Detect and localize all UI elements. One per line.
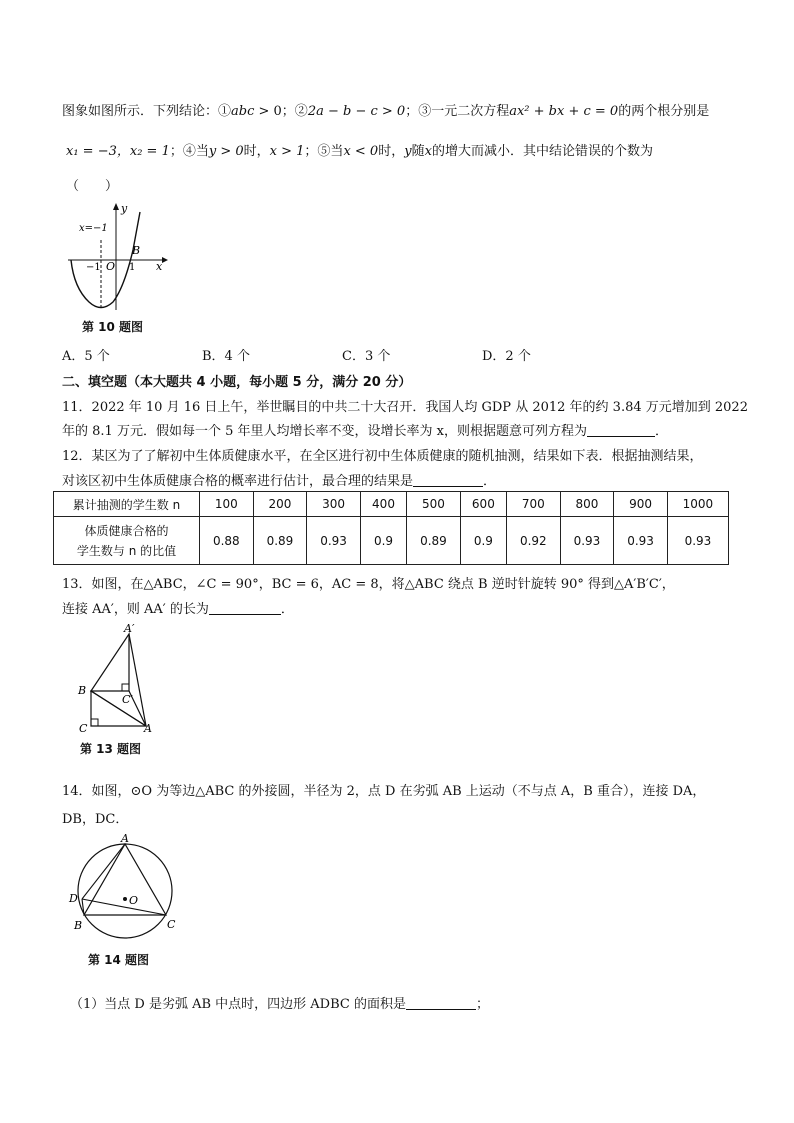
q10-expr: ax² + bx + c = 0 — [509, 104, 619, 119]
q13-line2 — [62, 598, 294, 617]
ratio-header-line2: 学生数与 n 的比值 — [76, 543, 177, 558]
row-header-ratio — [54, 517, 200, 565]
section-title: 二、填空题（本大题共 4 小题，每小题 5 分，满分 20 分） — [62, 375, 412, 390]
q13-figure — [72, 622, 168, 740]
q10-answer-paren — [66, 175, 118, 194]
q10-expr: y — [404, 144, 412, 159]
n-cell: 1000 — [667, 492, 728, 517]
label-b: B — [74, 919, 83, 932]
right-angle-c1 — [122, 684, 129, 691]
label-c: C — [167, 918, 176, 931]
n-cell: 100 — [200, 492, 254, 517]
q10-text: 的增大而减小．其中结论错误的个数为 — [431, 144, 653, 159]
option-a[interactable]: A．5 个 — [62, 349, 110, 364]
n-cell: 700 — [507, 492, 561, 517]
q13-text: 连接 AA′，则 AA′ 的长为 — [62, 602, 209, 617]
q14-sub1 — [70, 993, 489, 1012]
segment-da — [82, 844, 125, 899]
q10-expr: x — [424, 144, 432, 159]
q10-expr: abc — [231, 104, 255, 119]
option-d[interactable]: D．2 个 — [482, 349, 531, 364]
q13-answer-blank[interactable] — [209, 600, 281, 615]
q13-end: ． — [280, 602, 294, 617]
n-cell: 800 — [560, 492, 614, 517]
ratio-cell: 0.9 — [360, 517, 406, 565]
ratio-cell: 0.9 — [460, 517, 506, 565]
q12-end: ． — [483, 474, 497, 489]
q12-text: 对该区初中生体质健康合格的概率进行估计，最合理的结果是 — [62, 474, 414, 489]
q10-figure — [62, 198, 172, 316]
label-a: A — [121, 832, 129, 845]
q11-text: 年的 8.1 万元．假如每一个 5 年里人均增长率不变，设增长率为 x，则根据题意可列方程为 — [62, 424, 587, 439]
n-cell: 200 — [253, 492, 307, 517]
q14-sub1-text: （1）当点 D 是劣弧 AB 中点时，四边形 ADBC 的面积是 — [70, 997, 406, 1012]
q10-text: 图象如图所示．下列结论：① — [62, 104, 232, 119]
q10-text: 时， — [378, 144, 405, 159]
label-a1: A′ — [124, 622, 135, 635]
q13-caption: 第 13 题图 — [80, 742, 142, 756]
center-dot — [123, 897, 127, 901]
row-header-n: 累计抽测的学生数 n — [54, 492, 200, 517]
segment-aa1 — [129, 634, 146, 726]
label-c: C — [79, 722, 88, 735]
q10-caption: 第 10 题图 — [82, 320, 144, 334]
q10-text: 随 — [411, 144, 425, 159]
option-b[interactable]: B．4 个 — [202, 349, 250, 364]
q10-text: > 0；② — [254, 104, 308, 119]
ratio-cell: 0.93 — [667, 517, 728, 565]
q12-line1: 12．某区为了了解初中生体质健康水平，在全区进行初中生体质健康的随机抽测，结果如下表．根据抽测结果， — [62, 449, 703, 464]
q10-text: 时， — [243, 144, 270, 159]
ratio-cell: 0.92 — [507, 517, 561, 565]
q10-expr: y > 0 — [208, 144, 244, 159]
q14-sub1-end: ； — [475, 997, 489, 1012]
q14-figure — [64, 832, 184, 944]
q10-expr: 2a − b − c > 0 — [307, 104, 406, 119]
q11-end: ． — [654, 424, 668, 439]
ratio-cell: 0.88 — [200, 517, 254, 565]
circle-o — [78, 844, 172, 938]
q10-expr: x > 1 — [269, 144, 305, 159]
triangle-abc — [84, 844, 166, 915]
right-angle-c — [91, 719, 98, 726]
symmetry-label: x=−1 — [79, 223, 108, 234]
q14-line2: DB，DC． — [62, 812, 129, 827]
n-cell: 400 — [360, 492, 406, 517]
ratio-cell: 0.89 — [253, 517, 307, 565]
n-cell: 900 — [614, 492, 668, 517]
triangle-a1bc1 — [91, 634, 129, 691]
label-o: O — [129, 894, 139, 907]
q10-stem-line1 — [62, 100, 709, 119]
ratio-cell: 0.93 — [307, 517, 361, 565]
n-cell: 300 — [307, 492, 361, 517]
n-cell: 500 — [407, 492, 461, 517]
ratio-cell: 0.93 — [560, 517, 614, 565]
x-label: x — [156, 260, 163, 273]
segment-dc — [82, 899, 166, 915]
q10-expr: x < 0 — [343, 144, 379, 159]
point-b-label: B — [132, 244, 141, 257]
y-axis-arrow — [113, 203, 119, 210]
label-a: A — [144, 722, 152, 735]
q11-line1: 11．2022 年 10 月 16 日上午，举世瞩目的中共二十大召开．我国人均 GDP 从 2012 年的约 3.84 万元增加到 2022 — [62, 400, 748, 415]
q11-answer-blank[interactable] — [587, 422, 655, 437]
q14-sub1-answer-blank[interactable] — [406, 995, 476, 1010]
x-axis-arrow — [162, 257, 168, 263]
q14-line1: 14．如图，⊙O 为等边△ABC 的外接圆，半径为 2，点 D 在劣弧 AB 上运动（不与点 A，B 重合），连接 DA， — [62, 784, 706, 799]
n-cell: 600 — [460, 492, 506, 517]
origin-label: O — [106, 260, 116, 273]
label-b: B — [78, 684, 87, 697]
q10-expr: x₁ = −3，x₂ = 1 — [66, 144, 170, 159]
q13-line1: 13．如图，在△ABC，∠C = 90°，BC = 6，AC = 8，将△ABC 绕点 B 逆时针旋转 90° 得到△A′B′C′， — [62, 577, 675, 592]
label-d: D — [69, 892, 78, 905]
ratio-cell: 0.89 — [407, 517, 461, 565]
q10-stem-line2 — [66, 140, 653, 159]
table-row — [54, 517, 729, 565]
one-label: 1 — [129, 262, 136, 273]
ratio-header-line1: 体质健康合格的 — [84, 523, 169, 538]
neg-one-label: −1 — [86, 262, 101, 273]
label-c1: C′ — [122, 693, 133, 706]
q12-line2 — [62, 470, 496, 489]
ratio-cell: 0.93 — [614, 517, 668, 565]
q12-answer-blank[interactable] — [413, 472, 483, 487]
q10-text: ；③一元二次方程 — [405, 104, 510, 119]
y-label: y — [121, 202, 128, 215]
table-row — [54, 492, 729, 517]
q10-paren: （ ） — [66, 179, 119, 194]
q10-text: 的两个根分别是 — [618, 104, 710, 119]
q10-text: ；⑤当 — [304, 144, 344, 159]
q10-text: ；④当 — [169, 144, 209, 159]
q11-line2 — [62, 420, 668, 439]
option-c[interactable]: C．3 个 — [342, 349, 391, 364]
q12-table — [53, 491, 729, 565]
q10-options — [62, 345, 531, 364]
q14-caption: 第 14 题图 — [88, 953, 150, 967]
